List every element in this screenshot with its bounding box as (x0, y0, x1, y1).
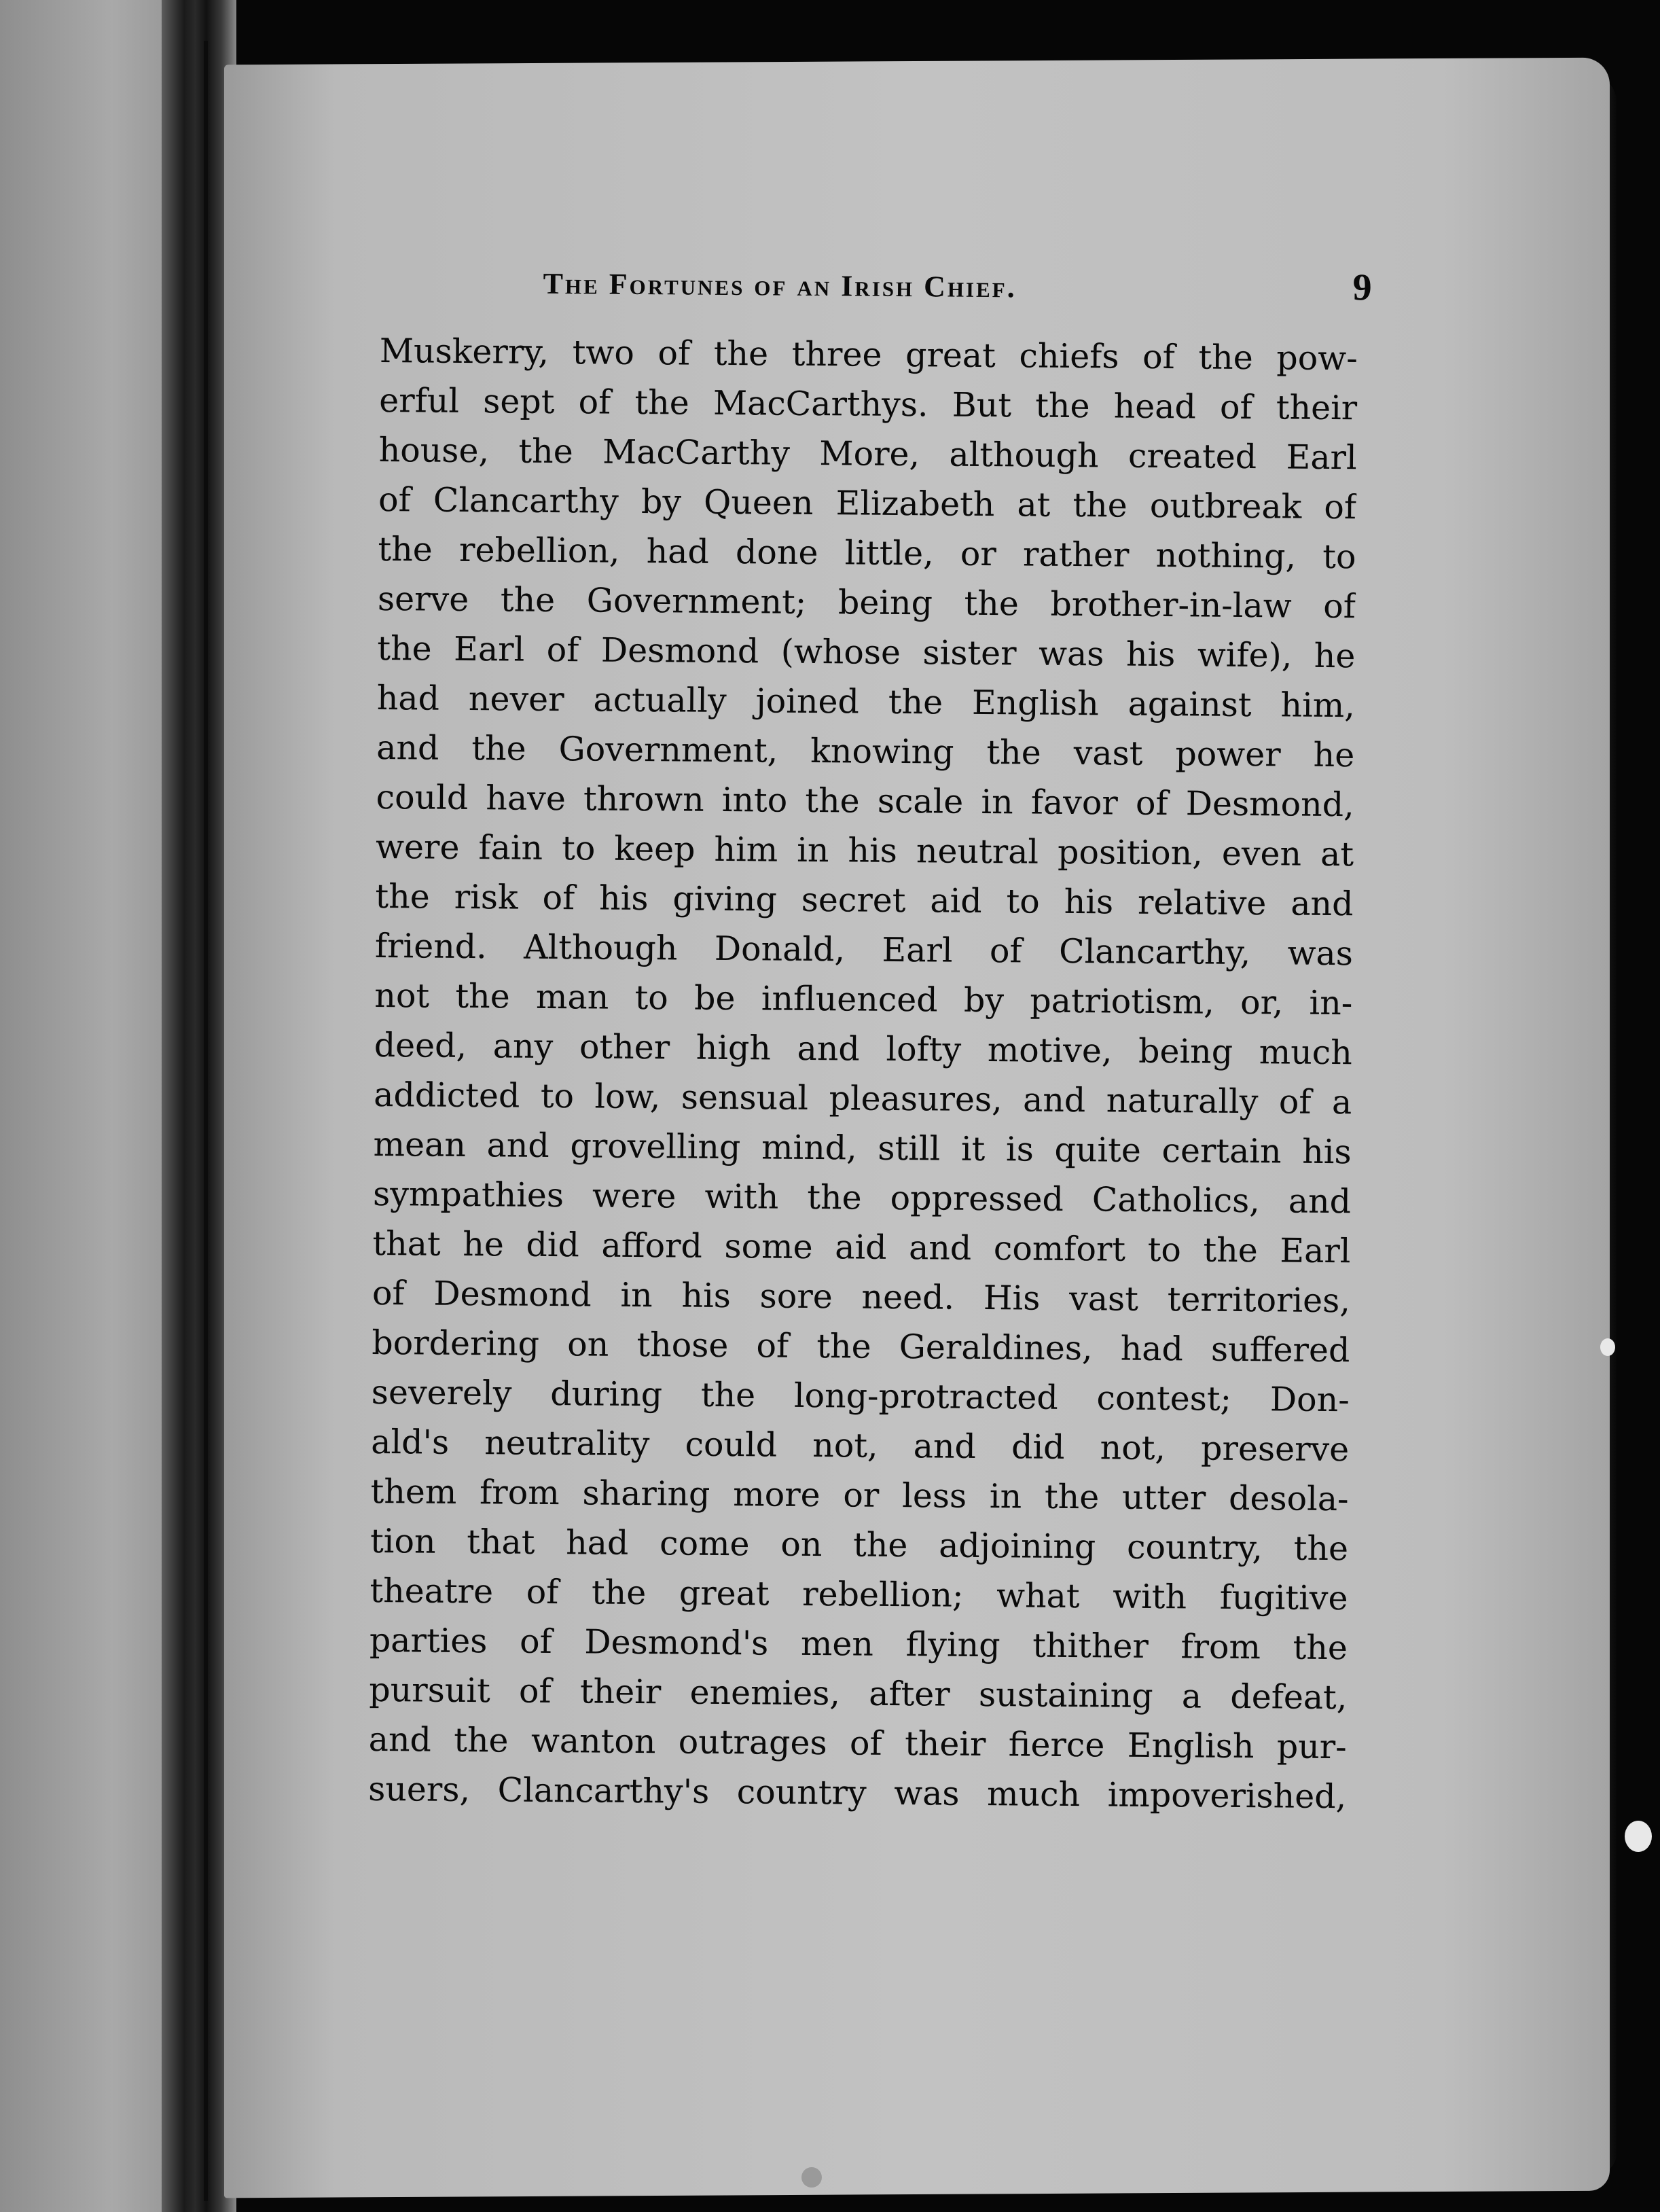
text-line: tion that had come on the adjoining country, the (369, 1521, 1349, 1569)
text-line: the Earl of Desmond (whose sister was his wife), he (377, 628, 1356, 676)
text-line: parties of Desmond's men flying thither from the (369, 1620, 1348, 1668)
text-line: them from sharing more or less in the utter desola- (370, 1471, 1349, 1519)
text-line: bordering on those of the Geraldines, had suffered (372, 1323, 1350, 1370)
page-text-block (367, 251, 1372, 1821)
scan-speck (1600, 1338, 1615, 1356)
text-line: had never actually joined the English against him, (376, 678, 1356, 726)
text-line: the risk of his giving secret aid to his relative and (375, 876, 1354, 924)
text-line: deed, any other high and lofty motive, being much (374, 1025, 1353, 1073)
text-line: severely during the long-protracted contest; Don- (371, 1372, 1350, 1420)
text-line: Muskerry, two of the three great chiefs of the pow- (379, 331, 1358, 378)
text-line: and the wanton outrages of their fierce English pur- (368, 1719, 1347, 1767)
gutter-fold-line (204, 41, 208, 2201)
text-line: were fain to keep him in his neutral position, even at (375, 827, 1354, 874)
text-line: of Desmond in his sore need. His vast territories, (372, 1273, 1351, 1321)
text-line: and the Government, knowing the vast power he (376, 728, 1355, 775)
running-head (380, 251, 1372, 334)
text-line: friend. Although Donald, Earl of Clancarthy, was (374, 926, 1354, 974)
scan-speck (1625, 1821, 1652, 1852)
text-line: addicted to low, sensual pleasures, and naturally of a (374, 1075, 1352, 1122)
text-line: theatre of the great rebellion; what with fugitive (369, 1571, 1348, 1618)
text-line: erful sept of the MacCarthys. But the head of their (379, 380, 1358, 428)
text-line: the rebellion, had done little, or rather nothing, to (378, 529, 1356, 577)
text-line: that he did afford some aid and comfort to the Earl (372, 1224, 1351, 1271)
text-line: of Clancarthy by Queen Elizabeth at the outbreak of (378, 480, 1357, 527)
text-line: pursuit of their enemies, after sustaining a defeat, (369, 1670, 1348, 1717)
text-line: suers, Clancarthy's country was much impoverished, (367, 1769, 1347, 1817)
scan-speck (801, 2167, 822, 2188)
page-number: 9 (1352, 266, 1372, 309)
text-line: house, the MacCarthy More, although created Earl (378, 430, 1357, 478)
text-line: not the man to be influenced by patriotism, or, in- (374, 976, 1353, 1023)
text-line: could have thrown into the scale in favor of Desmond, (376, 777, 1354, 825)
text-line: serve the Government; being the brother-in-law of (377, 579, 1356, 626)
running-head-title: The Fortunes of an Irish Chief. (543, 266, 1017, 304)
text-line: sympathies were with the oppressed Catholics, and (372, 1174, 1352, 1221)
text-line: mean and grovelling mind, still it is quite certain his (373, 1124, 1352, 1172)
text-line: ald's neutrality could not, and did not, preserve (371, 1422, 1350, 1469)
body-text (368, 326, 1358, 1821)
